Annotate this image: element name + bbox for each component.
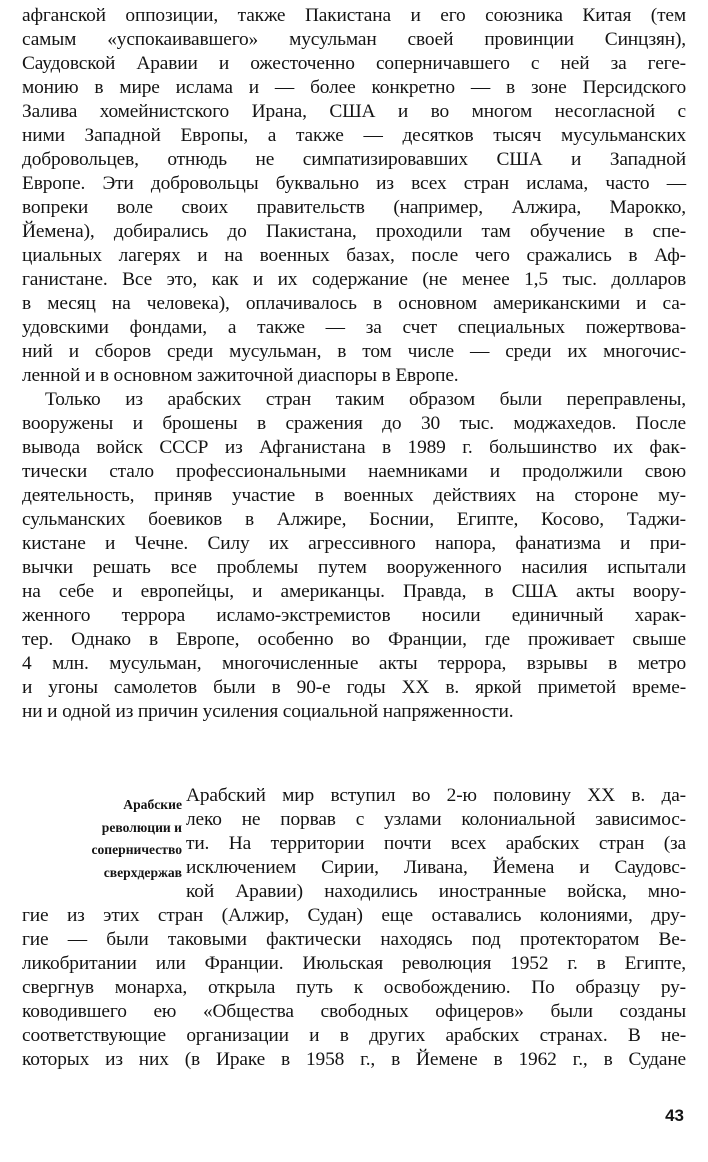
margin-heading-line: Арабские <box>123 797 182 812</box>
text-line: Залива хомейнистского Ирана, США и во многом несогласной с <box>22 101 686 122</box>
text-line: 4 млн. мусульман, многочисленные акты террора, взрывы в метро <box>22 653 686 674</box>
text-line: ти. На территории почти всех арабских стран (за <box>186 833 686 854</box>
text-line: свергнув монарха, открыла путь к освобождению. По образцу ру- <box>22 977 686 998</box>
text-line: циальных лагерях и на военных базах, после чего сражались в Аф- <box>22 245 686 266</box>
page-number: 43 <box>665 1106 684 1125</box>
text-line: монию в мире ислама и — более конкретно — в зоне Персидского <box>22 77 686 98</box>
text-line: деятельность, приняв участие в военных действиях на стороне му- <box>22 485 686 506</box>
text-line: исключением Сирии, Ливана, Йемена и Саудовс- <box>186 857 686 878</box>
text-line: кистане и Чечне. Силу их агрессивного напора, фанатизма и при- <box>22 533 686 554</box>
text-line: и угоны самолетов были в 90-е годы XX в. яркой приметой време- <box>22 677 686 698</box>
text-line: вооружены и брошены в сражения до 30 тыс. моджахедов. После <box>22 413 686 434</box>
text-line: Арабский мир вступил во 2-ю половину XX в. да- <box>186 785 686 806</box>
margin-heading-line: революции и <box>101 819 182 835</box>
text-line: Йемена), добирались до Пакистана, проходили там обучение в спе- <box>22 221 686 242</box>
text-line: тически стало профессиональными наемниками и продолжили свою <box>22 461 686 482</box>
margin-heading <box>22 794 182 884</box>
text-line: Саудовской Аравии и ожесточенно соперничавшего с ней за геге- <box>22 53 686 74</box>
text-line: кой Аравии) находились иностранные войска, мно- <box>186 881 686 902</box>
text-line: гие — были таковыми фактически находясь под протекторатом Ве- <box>22 929 686 950</box>
text-line: женного террора исламо-экстремистов носили единичный харак- <box>22 605 686 626</box>
text-line: гие из этих стран (Алжир, Судан) еще оставались колониями, дру- <box>22 905 686 926</box>
text-line: леко не порвав с узлами колониальной зависимос- <box>186 809 686 830</box>
text-line: соответствующие организации и в других арабских странах. В не- <box>22 1025 686 1046</box>
text-line: самым «успокаивавшего» мусульман своей провинции Синцзян), <box>22 29 686 50</box>
text-line: добровольцев, отнюдь не симпатизировавших США и Западной <box>22 149 686 170</box>
text-line: которых из них (в Ираке в 1958 г., в Йемене в 1962 г., в Судане <box>22 1049 686 1070</box>
text-line: вопреки воле своих правительств (например, Алжира, Марокко, <box>22 197 686 218</box>
margin-heading-line: соперничество <box>91 842 182 857</box>
text-line: вывода войск СССР из Афганистана в 1989 г. большинство их фак- <box>22 437 686 458</box>
text-line: вычки решать все проблемы путем вооруженного насилия испытали <box>22 557 686 578</box>
text-line: ленной и в основном зажиточной диаспоры в Европе. <box>22 365 459 386</box>
text-line: ганистане. Все это, как и их содержание (не менее 1,5 тыс. долларов <box>22 269 686 290</box>
text-line: Европе. Эти добровольцы буквально из всех стран ислама, часто — <box>22 173 686 194</box>
text-line: ни и одной из причин усиления социальной напряженности. <box>22 701 514 722</box>
text-line: удовскими фондами, а также — за счет специальных пожертвова- <box>22 317 686 338</box>
text-line: на себе и европейцы, и американцы. Правда, в США акты воору- <box>22 581 686 602</box>
text-line: в месяц на человека), оплачивалось в основном американскими и са- <box>22 293 686 314</box>
text-line: афганской оппозиции, также Пакистана и его союзника Китая (тем <box>22 5 686 26</box>
text-line: ними Западной Европы, а также — десятков тысяч мусульманских <box>22 125 686 146</box>
text-line: ликобритании или Франции. Июльская революция 1952 г. в Египте, <box>22 953 686 974</box>
text-line: тер. Однако в Европе, особенно во Франции, где проживает свыше <box>22 629 686 650</box>
margin-heading-line: сверхдержав <box>103 864 182 880</box>
text-line: Только из арабских стран таким образом были переправлены, <box>45 389 686 410</box>
text-line: сульманских боевиков в Алжире, Боснии, Египте, Косово, Таджи- <box>22 509 686 530</box>
text-line: ний и сборов среди мусульман, в том числе — среди их многочис- <box>22 341 686 362</box>
text-line: ководившего ею «Общества свободных офицеров» были созданы <box>22 1001 686 1022</box>
